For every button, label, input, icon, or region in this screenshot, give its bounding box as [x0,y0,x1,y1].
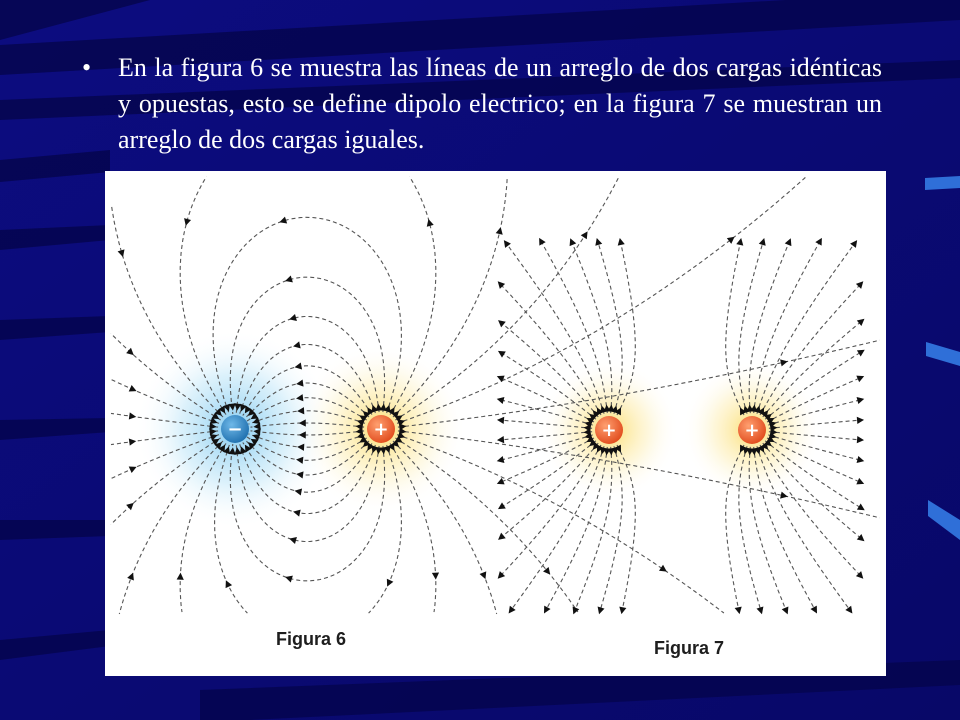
dipole-arrow-outer [659,565,667,572]
twin-arrow-end [857,503,865,510]
twin-arrow-end [850,240,857,248]
twin-arrow-end [759,238,766,246]
figure7-caption: Figura 7 [654,638,725,658]
charge-sign-label: + [744,420,760,441]
dipole-arrow-outer [184,218,191,226]
twin-arrow-end [618,238,625,246]
twin-arrow-end [857,534,865,541]
dipole-arrow-mid [285,275,293,282]
dipole-arrow-outer [177,573,184,580]
dipole-arrow-outer [129,385,137,392]
twin-arrow-end [573,607,580,615]
twin-arrow-end [498,533,506,540]
twin-arrow-end [509,606,516,614]
dipole-arrow-outer [126,503,134,510]
dipole-arrow-outer [126,348,134,355]
dipole-arrow-outer [129,438,136,445]
twin-arrow-end [497,397,505,404]
twin-arrow-end [619,607,626,615]
twin-arrow-end [497,456,505,463]
twin-arrow-end [497,417,504,424]
bullet-text: En la figura 6 se muestra las líneas de un arreglo de dos cargas idénticas y opuestas, esto se define dipolo electrico; en la figura 7 se muestran un arreglo de dos cargas iguales. [118,53,882,154]
twin-arrow-end [498,320,506,327]
field-lines-illustration [105,171,886,676]
figure6-caption: Figura 6 [276,629,347,649]
dipole-arrow-outer [480,571,487,579]
twin-arrow-end [498,571,505,579]
twin-arrow-end [736,238,743,246]
twin-arrow-end [857,350,865,357]
dipole-arrow-outer [129,466,137,473]
dipole-arrow-mid [293,341,301,348]
dipole-arrow-outer [427,219,434,227]
twin-arrow-end [504,240,511,248]
twin-arrow-end [598,607,605,615]
dipole-arrow-outer [226,580,233,588]
bullet-paragraph [82,50,882,158]
dipole-arrow-mid [289,537,297,544]
dipole-arrow-outer [432,573,439,580]
dipole-arrow-mid [285,576,293,583]
twin-arrow-end [782,607,789,615]
dipole-arrow-outer [581,231,588,239]
bullet-symbol: • [82,53,92,82]
twin-arrow-end [856,281,863,289]
dipole-arrow-mid [293,510,301,517]
dipole-arrow-outer [127,573,134,581]
twin-arrow-end [498,281,505,289]
charge-sign-label: + [601,420,617,441]
twin-arrow-end [857,417,864,424]
twin-arrow-end [595,238,602,246]
twin-arrow-end [498,351,506,358]
twin-arrow-end [498,502,506,509]
dipole-arrow-outer [727,237,735,244]
twin-arrow-end [570,238,577,246]
twin-arrow-end [810,606,817,614]
twin-arrow-end [857,319,865,326]
twin-arrow-end [785,238,792,246]
twin-arrow-end [857,456,865,463]
dipole-arrow-outer [118,249,125,257]
dipole-arrow-mid [279,217,287,224]
twin-arrow-end [857,397,865,404]
figure-panel [105,171,886,676]
dipole-arrow-outer [387,579,394,587]
dipole-arrow-outer [780,359,788,366]
twin-arrow-end [856,571,863,579]
dipole-arrow-outer [496,227,503,235]
dipole-arrow-outer [129,412,136,419]
dipole-arrow-outer [543,567,550,575]
dipole-arrow-mid [289,314,297,321]
twin-arrow-end [497,436,504,443]
twin-arrow-end [544,606,551,614]
twin-arrow-end [757,607,764,615]
twin-arrow-end [857,436,864,443]
twin-arrow-end [735,607,742,615]
charge-sign-label: + [373,419,389,440]
charge-sign-label: − [227,419,243,440]
twin-arrow-end [845,606,852,614]
